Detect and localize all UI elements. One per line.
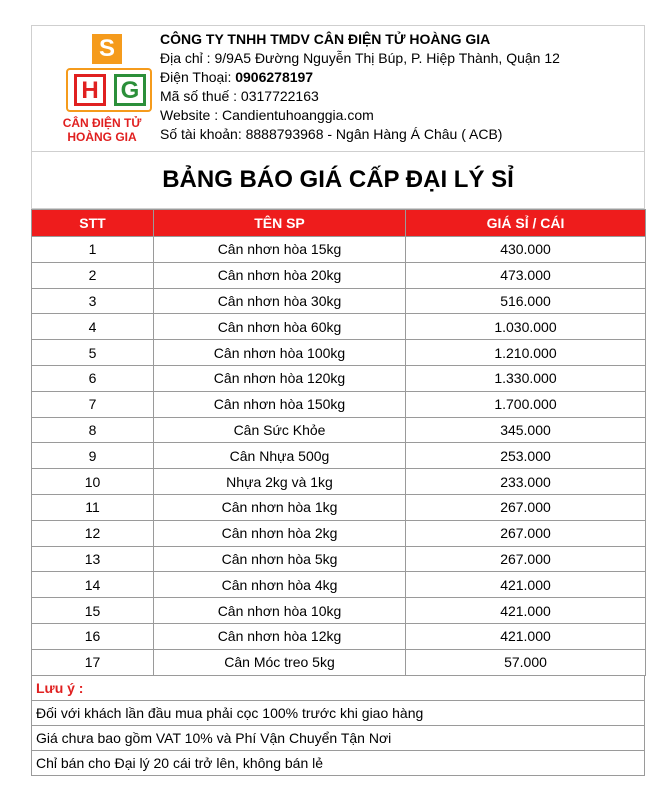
price-sheet (31, 25, 645, 776)
company-logo (52, 34, 152, 146)
table-header-row (32, 210, 646, 237)
cell-product-name: Cân nhơn hòa 100kg (154, 340, 406, 366)
cell-price: 253.000 (406, 443, 646, 469)
header-product-name: TÊN SP (154, 210, 406, 237)
cell-product-name: Cân Sức Khỏe (154, 417, 406, 443)
cell-stt: 17 (32, 649, 154, 675)
table-row (32, 391, 646, 417)
logo-brand-line1: CÂN ĐIỆN TỬ (62, 116, 142, 130)
cell-price: 267.000 (406, 520, 646, 546)
cell-price: 421.000 (406, 623, 646, 649)
cell-stt: 10 (32, 469, 154, 495)
company-phone (160, 68, 560, 87)
phone-number: 0906278197 (235, 69, 314, 85)
table-row (32, 417, 646, 443)
cell-product-name: Cân nhơn hòa 2kg (154, 520, 406, 546)
table-row (32, 494, 646, 520)
cell-product-name: Cân nhơn hòa 20kg (154, 262, 406, 288)
cell-product-name: Cân nhơn hòa 10kg (154, 598, 406, 624)
cell-stt: 6 (32, 365, 154, 391)
cell-product-name: Cân Móc treo 5kg (154, 649, 406, 675)
cell-price: 345.000 (406, 417, 646, 443)
table-row (32, 365, 646, 391)
company-info (160, 30, 560, 144)
logo-letter-s: S (92, 34, 122, 64)
cell-stt: 2 (32, 262, 154, 288)
cell-product-name: Cân nhơn hòa 12kg (154, 623, 406, 649)
notes-title: Lưu ý : (31, 676, 645, 701)
logo-brand-line2: HOÀNG GIA (67, 130, 137, 144)
cell-product-name: Cân nhơn hòa 5kg (154, 546, 406, 572)
logo-letter-h: H (74, 74, 106, 106)
company-header (31, 25, 645, 151)
company-website: Website : Candientuhoanggia.com (160, 107, 374, 123)
note-item: Chỉ bán cho Đại lý 20 cái trở lên, không bán lẻ (31, 751, 645, 776)
cell-price: 267.000 (406, 494, 646, 520)
cell-price: 1.330.000 (406, 365, 646, 391)
cell-stt: 3 (32, 288, 154, 314)
phone-label: Điện Thoại: (160, 69, 236, 85)
cell-stt: 14 (32, 572, 154, 598)
cell-price: 1.700.000 (406, 391, 646, 417)
cell-stt: 8 (32, 417, 154, 443)
table-row (32, 262, 646, 288)
table-row (32, 546, 646, 572)
table-row (32, 288, 646, 314)
cell-product-name: Cân nhơn hòa 15kg (154, 237, 406, 263)
table-row (32, 443, 646, 469)
cell-product-name: Nhựa 2kg và 1kg (154, 469, 406, 495)
company-name: CÔNG TY TNHH TMDV CÂN ĐIỆN TỬ HOÀNG GIA (160, 31, 491, 47)
cell-price: 1.210.000 (406, 340, 646, 366)
cell-product-name: Cân nhơn hòa 120kg (154, 365, 406, 391)
cell-price: 421.000 (406, 572, 646, 598)
cell-stt: 15 (32, 598, 154, 624)
cell-price: 516.000 (406, 288, 646, 314)
cell-price: 421.000 (406, 598, 646, 624)
table-row (32, 314, 646, 340)
table-row (32, 572, 646, 598)
cell-price: 1.030.000 (406, 314, 646, 340)
cell-price: 233.000 (406, 469, 646, 495)
page-title: BẢNG BÁO GIÁ CẤP ĐẠI LÝ SỈ (31, 151, 645, 209)
logo-letter-g: G (114, 74, 146, 106)
table-row (32, 469, 646, 495)
cell-stt: 12 (32, 520, 154, 546)
table-row (32, 598, 646, 624)
company-tax-code: Mã số thuế : 0317722163 (160, 88, 319, 104)
cell-product-name: Cân nhơn hòa 30kg (154, 288, 406, 314)
price-table (31, 209, 646, 676)
header-stt: STT (32, 210, 154, 237)
note-item: Giá chưa bao gồm VAT 10% và Phí Vận Chuyển Tận Nơi (31, 726, 645, 751)
cell-product-name: Cân Nhựa 500g (154, 443, 406, 469)
cell-stt: 4 (32, 314, 154, 340)
table-row (32, 649, 646, 675)
cell-price: 473.000 (406, 262, 646, 288)
cell-product-name: Cân nhơn hòa 150kg (154, 391, 406, 417)
cell-stt: 13 (32, 546, 154, 572)
cell-price: 57.000 (406, 649, 646, 675)
note-item: Đối với khách lần đầu mua phải cọc 100% trước khi giao hàng (31, 701, 645, 726)
cell-product-name: Cân nhơn hòa 1kg (154, 494, 406, 520)
cell-stt: 5 (32, 340, 154, 366)
cell-stt: 11 (32, 494, 154, 520)
company-address: Địa chỉ : 9/9A5 Đường Nguyễn Thị Búp, P. Hiệp Thành, Quận 12 (160, 50, 560, 66)
table-row (32, 520, 646, 546)
cell-stt: 1 (32, 237, 154, 263)
cell-stt: 16 (32, 623, 154, 649)
table-row (32, 623, 646, 649)
table-row (32, 237, 646, 263)
cell-product-name: Cân nhơn hòa 60kg (154, 314, 406, 340)
header-wholesale-price: GIÁ SỈ / CÁI (406, 210, 646, 237)
cell-stt: 9 (32, 443, 154, 469)
cell-stt: 7 (32, 391, 154, 417)
cell-product-name: Cân nhơn hòa 4kg (154, 572, 406, 598)
table-row (32, 340, 646, 366)
company-bank-account: Số tài khoản: 8888793968 - Ngân Hàng Á Châu ( ACB) (160, 126, 503, 142)
cell-price: 430.000 (406, 237, 646, 263)
cell-price: 267.000 (406, 546, 646, 572)
